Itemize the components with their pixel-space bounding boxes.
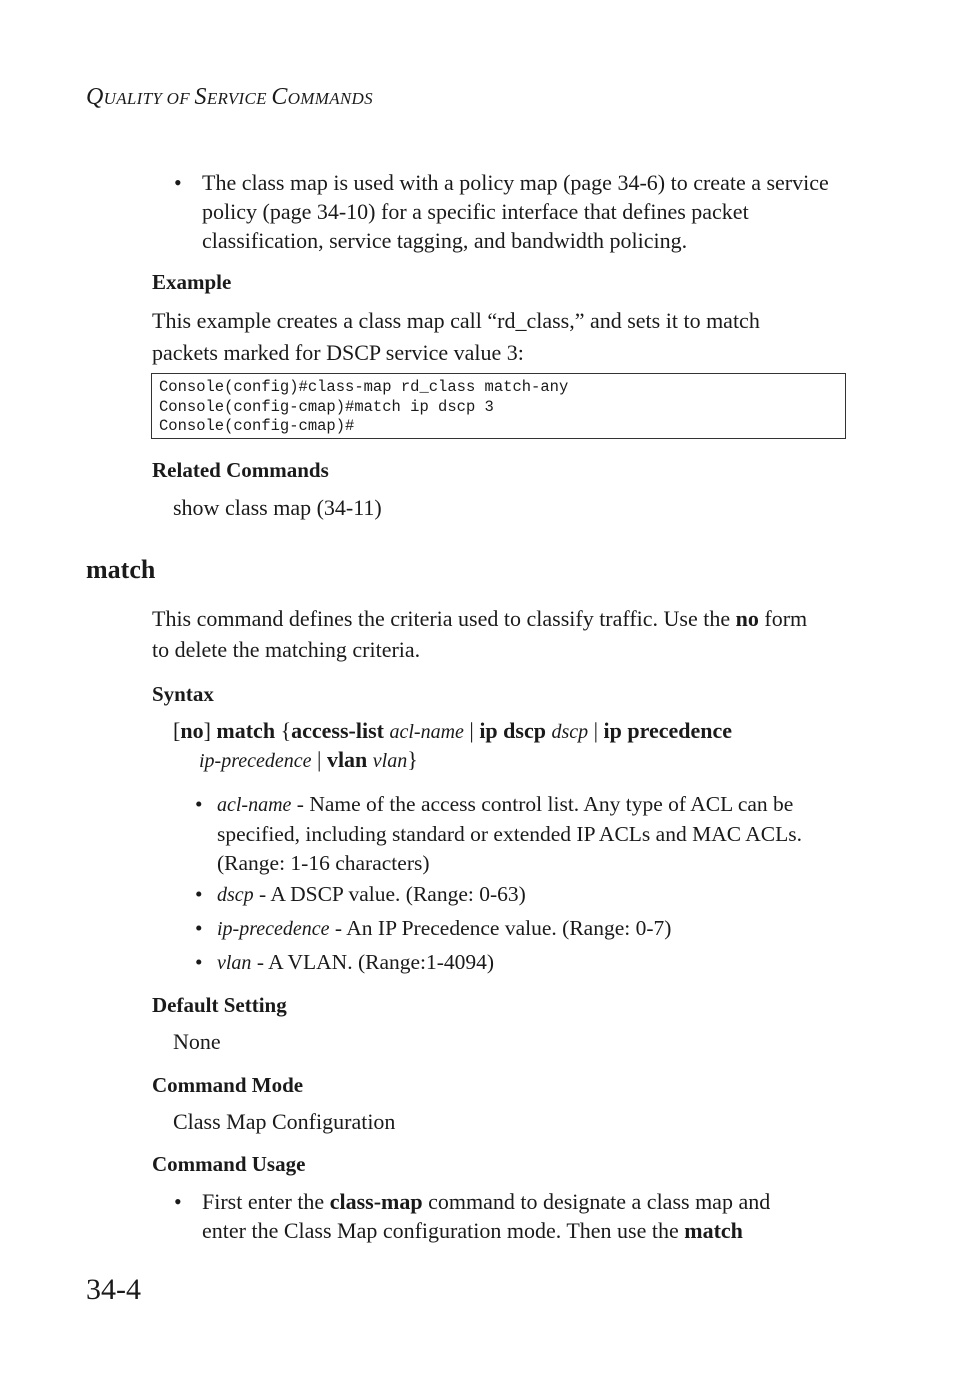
class-map-usage-bullet bbox=[174, 168, 854, 258]
usage-text: command to designate a class map and bbox=[422, 1189, 771, 1214]
param-item bbox=[196, 880, 856, 910]
syntax-heading: Syntax bbox=[152, 682, 214, 706]
no-keyword: no bbox=[735, 606, 759, 631]
page-number: 34-4 bbox=[86, 1273, 141, 1306]
syntax-token: | bbox=[463, 718, 480, 743]
syntax-keyword: vlan bbox=[326, 747, 368, 772]
description-text: form bbox=[758, 606, 808, 631]
param-item bbox=[196, 948, 856, 978]
description-line: to delete the matching criteria. bbox=[152, 637, 421, 662]
syntax-keyword: no bbox=[180, 718, 204, 743]
bullet-icon: • bbox=[195, 882, 203, 906]
syntax-token: [ bbox=[173, 718, 181, 743]
syntax-keyword: match bbox=[216, 718, 276, 743]
bullet-line: The class map is used with a policy map (page 34-6) to create a service bbox=[202, 170, 829, 195]
command-usage-bullet bbox=[174, 1187, 854, 1247]
class-map-keyword: class-map bbox=[329, 1189, 423, 1214]
bullet-icon: • bbox=[195, 950, 203, 974]
bullet-line: policy (page 34-10) for a specific interface that defines packet bbox=[202, 199, 749, 224]
default-setting-value: None bbox=[173, 1029, 221, 1054]
syntax-token: | bbox=[311, 747, 327, 772]
example-intro-line: This example creates a class map call “rd_class,” and sets it to match bbox=[152, 308, 760, 333]
usage-text: First enter the bbox=[202, 1189, 330, 1214]
param-name: ip-precedence bbox=[217, 918, 330, 940]
header-part: OMMANDS bbox=[287, 89, 373, 108]
description-text: This command defines the criteria used to classify traffic. Use the bbox=[152, 606, 736, 631]
description-line bbox=[152, 603, 807, 634]
param-desc: (Range: 1-16 characters) bbox=[217, 851, 430, 875]
syntax-token: { bbox=[275, 718, 292, 743]
param-desc: - An IP Precedence value. (Range: 0-7) bbox=[329, 916, 672, 940]
syntax-line-1 bbox=[173, 716, 732, 747]
bullet-icon: • bbox=[174, 170, 182, 195]
param-text bbox=[217, 790, 802, 878]
example-intro bbox=[152, 305, 760, 369]
code-line: Console(config-cmap)#match ip dscp 3 bbox=[159, 397, 494, 416]
param-item bbox=[196, 790, 856, 880]
syntax-argument: vlan bbox=[372, 750, 408, 772]
param-name: dscp bbox=[217, 884, 254, 906]
code-line: Console(config)#class-map rd_class match-any bbox=[159, 378, 569, 396]
syntax-keyword: ip precedence bbox=[603, 718, 733, 743]
bullet-icon: • bbox=[195, 916, 203, 940]
syntax-token: } bbox=[407, 747, 418, 772]
param-desc: specified, including standard or extended IP ACLs and MAC ACLs. bbox=[217, 822, 802, 846]
section-title: match bbox=[86, 555, 156, 584]
param-item bbox=[196, 914, 856, 944]
command-usage-heading: Command Usage bbox=[152, 1152, 306, 1176]
syntax-token: | bbox=[588, 718, 604, 743]
header-part: ERVICE bbox=[206, 89, 272, 108]
bullet-text bbox=[202, 1187, 770, 1245]
header-part: UALITY OF bbox=[103, 89, 195, 108]
bullet-icon: • bbox=[195, 792, 203, 816]
param-name: vlan bbox=[217, 952, 252, 974]
command-mode-value: Class Map Configuration bbox=[173, 1109, 396, 1134]
param-name: acl-name bbox=[217, 794, 292, 816]
command-mode-heading: Command Mode bbox=[152, 1073, 304, 1097]
param-desc: - A VLAN. (Range:1-4094) bbox=[251, 950, 495, 974]
default-setting-heading: Default Setting bbox=[152, 993, 287, 1017]
running-header bbox=[86, 84, 373, 111]
bullet-line: classification, service tagging, and bandwidth policing. bbox=[202, 228, 688, 253]
syntax-argument: acl-name bbox=[389, 721, 464, 743]
example-intro-line: packets marked for DSCP service value 3: bbox=[152, 340, 524, 365]
match-keyword: match bbox=[684, 1218, 743, 1243]
header-part: C bbox=[271, 84, 288, 110]
syntax-line-2 bbox=[199, 745, 418, 776]
syntax-keyword: access-list bbox=[291, 718, 384, 743]
header-part: Q bbox=[86, 84, 104, 110]
header-part: S bbox=[194, 84, 207, 110]
code-line: Console(config-cmap)# bbox=[159, 417, 355, 435]
bullet-icon: • bbox=[174, 1189, 182, 1214]
syntax-argument: ip-precedence bbox=[199, 750, 312, 772]
param-desc: - A DSCP value. (Range: 0-63) bbox=[253, 882, 526, 906]
related-commands-text: show class map (34-11) bbox=[173, 495, 382, 520]
example-heading: Example bbox=[152, 270, 232, 294]
code-example bbox=[151, 373, 846, 439]
bullet-text bbox=[202, 168, 829, 255]
syntax-token: ] bbox=[203, 718, 217, 743]
syntax-argument: dscp bbox=[551, 721, 589, 743]
param-desc: - Name of the access control list. Any type of ACL can be bbox=[291, 792, 794, 816]
syntax-keyword: ip dscp bbox=[479, 718, 546, 743]
usage-text: enter the Class Map configuration mode. Then use the bbox=[202, 1218, 685, 1243]
match-description bbox=[152, 603, 807, 665]
related-commands-heading: Related Commands bbox=[152, 458, 329, 482]
